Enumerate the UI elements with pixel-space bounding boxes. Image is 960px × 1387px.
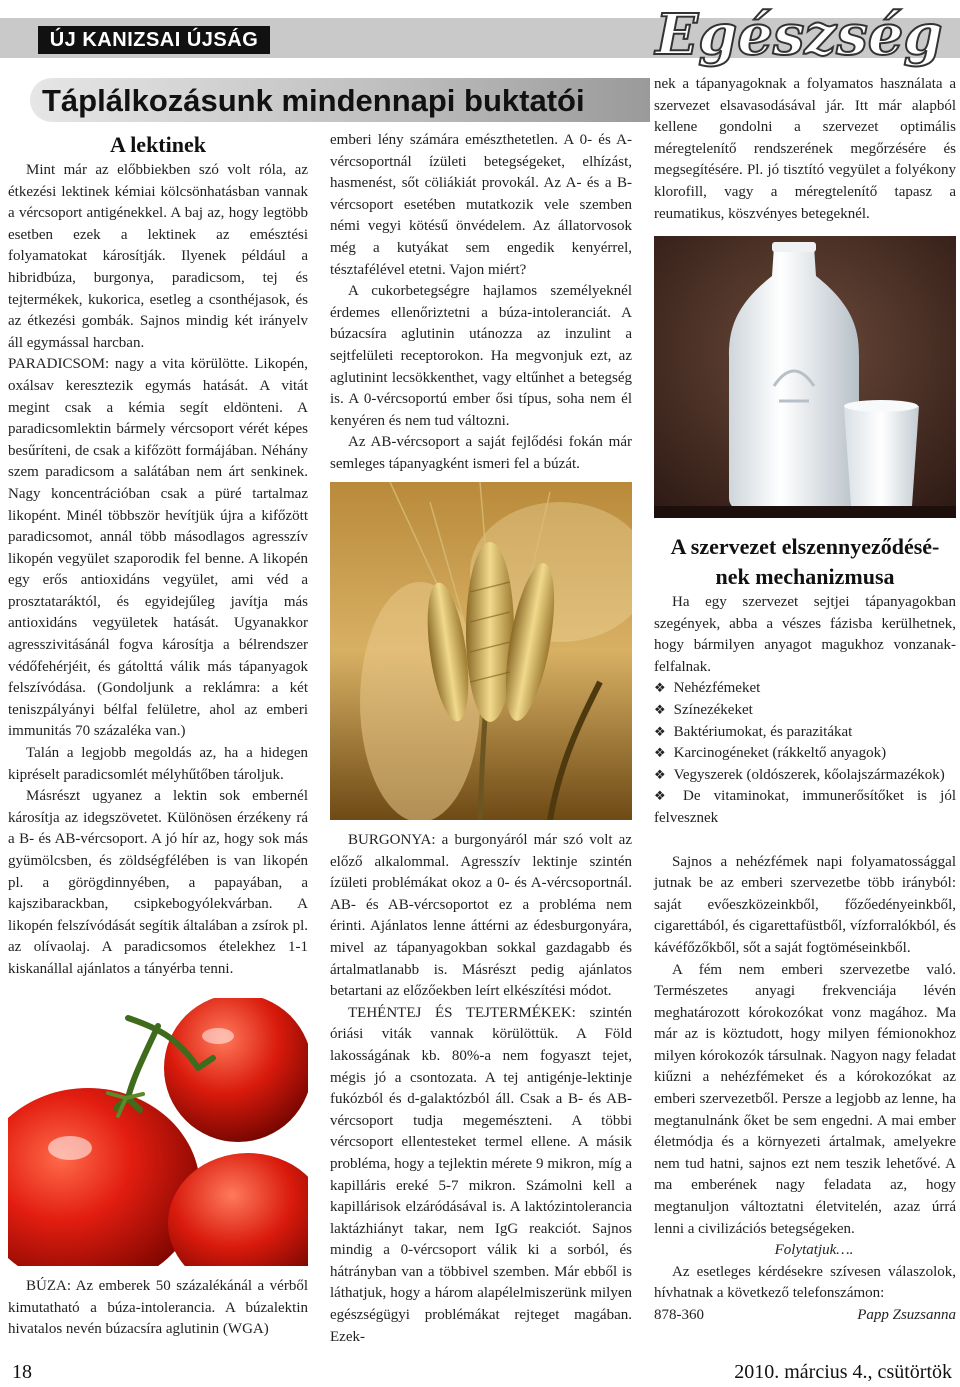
paragraph: Talán a legjobb megoldás az, ha a hidegen kipréselt paradicsomlét mélyhűtőben tároljuk. (8, 745, 308, 783)
column-3-top-text (654, 74, 956, 234)
list-item-text: De vitaminokat, immunerősítőket is jól felvesznek (654, 788, 956, 826)
wheat-photo (330, 482, 632, 820)
headline: Táplálkozásunk mindennapi buktatói (42, 83, 585, 118)
list-item (654, 765, 956, 787)
spacer (654, 830, 956, 852)
author-name: Papp Zsuzsanna (857, 1307, 956, 1323)
tomato-photo (8, 998, 308, 1266)
page-number: 18 (12, 1361, 32, 1383)
subhead-mechanizmus-1: A szervezet elszennyeződésé- (670, 534, 940, 559)
paragraph: Sajnos a nehézfémek napi folyamatossággal jutnak be az emberi szervezetbe több irányból: saját evőeszközeinkből, főzőedényeinkből, cigarettából, és cigarettafüstből, vízforralókból, és kávéfőzőkből, sőt a saját fogtöméseinkből. (654, 853, 956, 956)
continued-note: Folytatjuk…. (774, 1242, 854, 1259)
signature-line (654, 1305, 956, 1327)
subhead-lektinek: A lektinek (110, 132, 206, 157)
diamond-bullet-icon: ❖ (654, 681, 666, 697)
paragraph: Mint már az előbbiekben szó volt róla, az étkezési lektinek kémiai kölcsönhatásban vannak a vércsoport antigénekkel. A baj az, hogy legtöbb esetben ezek a lektinek az emésztési folyamatokat károsítják. Ilyenek például a hibridbúza, burgonya, paradicsom, tej és tejtermékek, kukorica, esetleg a csonthéjasok, és az étkezési gombák. Sajnos mindig két irányelv áll egymással harcban. (8, 162, 308, 351)
column-2-top-text (330, 130, 632, 480)
diamond-bullet-icon: ❖ (654, 724, 666, 740)
paragraph: A fém nem emberi szervezetbe való. Természetes anyagi frekvenciája lévén meghatározott kórokozókat vonz magához. Ma már az is köztudott, hogy milyen fémionokhoz milyen kórokozók társulnak. Nagyon nagy feladat kiűzni a nehézfémeket és a kórokozókat az emberi szervezetből. Persze a legjobb az lenne, ha megtanulnánk őket be sem engedni. A mai ember életmódja és a környezeti ártalmak, amelyekre nem tud hatni, sajnos ezt nem teszik lehetővé. A ma emberének nagy feladata az, hogy megtanuljon változtatni életvitelén, azaz úrrá lenni a civilizációs betegségeken. (654, 961, 956, 1237)
issue-date: 2010. március 4., csütörtök (734, 1361, 952, 1383)
diamond-bullet-icon: ❖ (654, 746, 666, 762)
subhead-mechanizmus-2: nek mechanizmusa (715, 564, 895, 589)
paragraph: Az AB-vércsoport a saját fejlődési fokán már semleges tápanyagként ismeri fel a búzát. (330, 434, 632, 472)
list-item (654, 722, 956, 744)
milk-photo (654, 236, 956, 518)
paper-name: ÚJ KANIZSAI ÚJSÁG (38, 26, 270, 54)
column-2-bottom-text (330, 830, 632, 1345)
diamond-bullet-icon: ❖ (654, 767, 666, 783)
paragraph: Ha egy szervezet sejtjei tápanyagokban szegények, abba a vészes fázisba kerülhetnek, hogy bármilyen anyagot magukhoz vonzanak-felfalnak. (654, 594, 956, 675)
list-item (654, 700, 956, 722)
list-item-text: Karcinogéneket (rákkeltő anyagok) (673, 745, 887, 762)
list-item-text: Színezékeket (673, 701, 753, 718)
column-3-text (654, 592, 956, 1342)
paragraph: nek a tápanyagoknak a folyamatos használata a szervezet elsavasodásával jár. Itt már alapból kellene gondolni a szervezet optimális méregtelenítő rendszerének megőrzésére és megsegítésére. Pl. jó tisztító vegyület a folyékony klorofill, vagy a méregtelenítő tapasz a reumatikus, köszvényes betegeknél. (654, 76, 956, 222)
diamond-bullet-icon: ❖ (654, 789, 676, 805)
list-item-text: Vegyszerek (oldószerek, kőolajszármazékok) (673, 766, 945, 783)
list-item (654, 743, 956, 765)
phone-number: 878-360 (654, 1307, 704, 1323)
paragraph: PARADICSOM: nagy a vita körülötte. Likopén, oxálsav keresztezik egymás hatását. A vitát megint csak a kémia segít eldönteni. A paradicsomlektin bármely vércsoport vérét képes besűríteni, de csak a kifőzött formájában. Néhány szem paradicsom a salátában nem árt senkinek. Nagy koncentrációban csak a püré tartalmaz likopént. Minél többször hevítjük újra a kifőzött paradicsomot, annál több másodlagos agresszív likopén vegyület szaporodik fel benne. A likopén egy erős antioxidáns vegyület, ami véd a prosztataráktól, és egyidejűleg javítja más antioxidáns vegyületek hatását. Ugyanakkor agresszivitásánál fogva károsítja a bélrendszer védőfehérjéit, és gátolttá válik más tápanyagok felszívódása. (Gondoljunk a reklámra: a két teniszpályányi bélfal felületre, ahol az emberi immunitás 70 százaléka van.) (8, 356, 308, 740)
list-item-text: Baktériumokat, és parazitákat (673, 723, 853, 740)
diamond-bullet-icon: ❖ (654, 702, 666, 718)
caption-buza (8, 1276, 308, 1346)
paragraph: Az esetleges kérdésekre szívesen válaszolok, hívhatnak a következő telefonszámon: (654, 1263, 956, 1302)
paragraph: emberi lény számára emészthetetlen. A 0- és A-vércsoportnál ízületi betegségeket, elhízást, hasmenést, sőt cöliákiát provokál. Az A- és a B-vércsoport esetében mutatkozik vele szemben némi vegyi kötésű önvédelem. Az állatorvosok még a kutyákat sem engedik kenyérrel, tésztafélével etetni. Vajon miért? (330, 132, 632, 278)
list-item-text: Nehézfémeket (673, 680, 761, 697)
paragraph: BÚZA: Az emberek 50 százalékánál a vérből kimutatható a búza-intolerancia. A búzalektin hivatalos nevén búzacsíra aglutinin (WGA) (8, 1278, 308, 1338)
section-title: Egészség (655, 2, 943, 68)
list-item (654, 678, 956, 700)
paragraph: BURGONYA: a burgonyáról már szó volt az előző alkalommal. Agresszív lektinje szintén ízületi problémákat okoz a 0- és A-vércsoportnál. AB- és AB-vércsoportot ez a probléma nem érinti. Ajánlatos lenne áttérni az édesburgonyára, mivel az tápanyagokban sokkal gazdagabb és ártalmatlanabb is. Másrészt pedig ajánlatos betartani az előzőekben leírt elkészítési módot. (330, 832, 632, 1000)
paragraph: TEHÉNTEJ ÉS TEJTERMÉKEK: szintén óriási viták vannak körülöttük. A Föld lakosságának kb. 80%-a nem fogyaszt tejet, mégis jó a csontozata. A tej antigénje-lektinje fukózból és d-galaktózból áll. Csak a B- és AB-vércsoport tudja megemészteni. A többi vércsoport ellentesteket termel ellene. A másik probléma, hogy a tejlektin mérete 9 mikron, míg a kapilláris ereké 5-7 mikron. Számolni kell a kapillárisok elzáródásával is. A laktózintolerancia laktázhiányt takar, nem IgG reakciót. Sajnos mindig a 0-vércsoport válik ki a sorból, és hátrányban van a többivel szemben. Már ebből is láthatjuk, hogy a három alapélelmiszerünk milyen egészségügyi problémákat rejteget magában. Ezek- (330, 1004, 632, 1345)
bullet-list (654, 678, 956, 829)
paragraph: Másrészt ugyanez a lektin sok embernél károsítja az idegszövetet. Különösen érzékeny rá a B- és AB-vércsoport. A jó hír az, hogy sok más gyümölcsben, és zöldségfélében is van likopén pl. a görögdinnyében, a papayában, a kajszibarackban, csipkebogyólekvárban. A likopén felszívódását segítik általában a zsírok pl. az olívaolaj. A paradicsomos ételekhez 1-1 kiskanállal ajánlatos a tányérba tenni. (8, 788, 308, 977)
paragraph: A cukorbetegségre hajlamos személyeknél érdemes ellenőriztetni a búza-intoleranciát. A búzacsíra aglutinin utánozza az inzulint a sejtfelületi receptorokon. Ha megvonjuk ezt, az aglutinint lecsökkenthet, vagy eltűnhet a betegség is. A 0-vércsoportú ember ősi típus, soha nem él kenyéren és nem tud változni. (330, 283, 632, 429)
list-item (654, 786, 956, 829)
column-1-text (8, 160, 308, 990)
